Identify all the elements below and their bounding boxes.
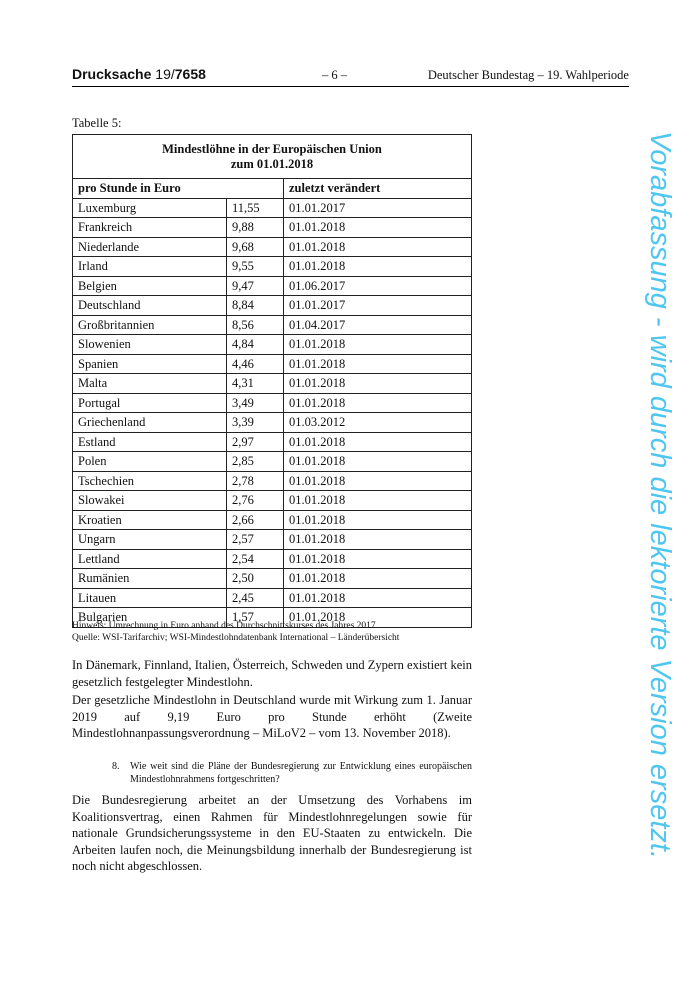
publisher: Deutscher Bundestag – 19. Wahlperiode: [427, 68, 629, 82]
paragraph-no-minimum-wage: In Dänemark, Finnland, Italien, Österreich, Schweden und Zypern existiert kein gesetzlich festgelegter Mindestlohn.: [72, 658, 472, 689]
table-label: Tabelle 5:: [72, 116, 122, 130]
country-cell: Rumänien: [73, 569, 227, 589]
table-row: [73, 393, 472, 413]
country-cell: Spanien: [73, 354, 227, 374]
rate-cell: 2,76: [227, 491, 284, 511]
doc-label: Drucksache: [72, 66, 152, 82]
country-cell: Tschechien: [73, 471, 227, 491]
country-cell: Irland: [73, 257, 227, 277]
rate-cell: 8,56: [227, 315, 284, 335]
changed-cell: 01.01.2018: [284, 471, 472, 491]
table-row: [73, 276, 472, 296]
table-row: [73, 354, 472, 374]
changed-cell: 01.01.2018: [284, 549, 472, 569]
table-row: [73, 491, 472, 511]
minimum-wage-table: [72, 134, 472, 628]
country-cell: Belgien: [73, 276, 227, 296]
changed-cell: 01.06.2017: [284, 276, 472, 296]
country-cell: Litauen: [73, 588, 227, 608]
changed-cell: 01.01.2018: [284, 569, 472, 589]
table-row: [73, 588, 472, 608]
rate-cell: 2,85: [227, 452, 284, 472]
page-header: [72, 66, 629, 87]
table-notes: [72, 620, 399, 644]
rate-cell: 2,57: [227, 530, 284, 550]
answer-paragraph: Die Bundesregierung arbeitet an der Umsetzung des Vorhabens im Koalitionsvertrag, einen Rahmen für Mindestlohnregelungen sowie für nationale Grundsicherungssysteme in den EU-Staaten zu entwickeln. Die Arbeiten laufen noch, die Meinungsbildung innerhalb der Bundesregierung ist noch nicht abgeschlossen.: [72, 793, 472, 873]
changed-cell: 01.01.2018: [284, 335, 472, 355]
question-8: [112, 760, 472, 786]
changed-cell: 01.04.2017: [284, 315, 472, 335]
country-cell: Deutschland: [73, 296, 227, 316]
rate-cell: 2,54: [227, 549, 284, 569]
changed-cell: 01.01.2017: [284, 296, 472, 316]
changed-cell: 01.01.2018: [284, 237, 472, 257]
rate-cell: 2,45: [227, 588, 284, 608]
changed-cell: 01.01.2018: [284, 218, 472, 238]
question-text: Wie weit sind die Pläne der Bundesregierung zur Entwicklung eines europäischen Mindestlohnrahmens fortgeschritten?: [130, 761, 472, 785]
table-row: [73, 569, 472, 589]
table-header-row: [73, 179, 472, 199]
table-row: [73, 549, 472, 569]
changed-cell: 01.01.2018: [284, 374, 472, 394]
rate-cell: 9,88: [227, 218, 284, 238]
table-row: [73, 198, 472, 218]
changed-cell: 01.01.2018: [284, 608, 472, 628]
column-header-rate: pro Stunde in Euro: [73, 179, 284, 199]
table-row: [73, 432, 472, 452]
rate-cell: 2,78: [227, 471, 284, 491]
table-row: [73, 374, 472, 394]
rate-cell: 9,47: [227, 276, 284, 296]
country-cell: Bulgarien: [73, 608, 227, 628]
table-title-row: [73, 135, 472, 179]
country-cell: Griechenland: [73, 413, 227, 433]
table-note-source: Quelle: WSI-Tarifarchiv; WSI-Mindestlohndatenbank International – Länderübersicht: [72, 633, 400, 643]
country-cell: Malta: [73, 374, 227, 394]
country-cell: Slowenien: [73, 335, 227, 355]
rate-cell: 9,55: [227, 257, 284, 277]
changed-cell: 01.01.2017: [284, 198, 472, 218]
changed-cell: 01.01.2018: [284, 257, 472, 277]
table-row: [73, 335, 472, 355]
rate-cell: 11,55: [227, 198, 284, 218]
column-header-changed: zuletzt verändert: [284, 179, 472, 199]
country-cell: Estland: [73, 432, 227, 452]
rate-cell: 3,49: [227, 393, 284, 413]
changed-cell: 01.03.2012: [284, 413, 472, 433]
doc-number-main: 7658: [174, 66, 206, 82]
table-row: [73, 296, 472, 316]
rate-cell: 2,97: [227, 432, 284, 452]
country-cell: Polen: [73, 452, 227, 472]
changed-cell: 01.01.2018: [284, 432, 472, 452]
changed-cell: 01.01.2018: [284, 588, 472, 608]
draft-watermark: Vorabfassung - wird durch die lektorierte Version ersetzt.: [644, 130, 676, 860]
table-row: [73, 471, 472, 491]
rate-cell: 2,50: [227, 569, 284, 589]
rate-cell: 4,46: [227, 354, 284, 374]
paragraph-germany-increase: Der gesetzliche Mindestlohn in Deutschland wurde mit Wirkung zum 1. Januar 2019 auf 9,19 Euro pro Stunde erhöht (Zweite Mindestlohnanpassungsverordnung – MiLoV2 – vom 13. November 2018).: [72, 693, 472, 740]
country-cell: Lettland: [73, 549, 227, 569]
rate-cell: 4,84: [227, 335, 284, 355]
table-row: [73, 315, 472, 335]
changed-cell: 01.01.2018: [284, 530, 472, 550]
changed-cell: 01.01.2018: [284, 452, 472, 472]
country-cell: Kroatien: [73, 510, 227, 530]
table-row: [73, 237, 472, 257]
country-cell: Portugal: [73, 393, 227, 413]
rate-cell: 3,39: [227, 413, 284, 433]
rate-cell: 4,31: [227, 374, 284, 394]
changed-cell: 01.01.2018: [284, 354, 472, 374]
rate-cell: 8,84: [227, 296, 284, 316]
table-row: [73, 257, 472, 277]
table-row: [73, 510, 472, 530]
table-title-line1: Mindestlöhne in der Europäischen Union: [162, 141, 382, 156]
country-cell: Ungarn: [73, 530, 227, 550]
table-row: [73, 530, 472, 550]
table-title: [73, 135, 472, 179]
rate-cell: 1,57: [227, 608, 284, 628]
country-cell: Luxemburg: [73, 198, 227, 218]
question-number: 8.: [112, 761, 120, 772]
document-number: [72, 66, 206, 82]
rate-cell: 2,66: [227, 510, 284, 530]
doc-number-prefix: 19/: [155, 66, 175, 82]
country-cell: Großbritannien: [73, 315, 227, 335]
country-cell: Niederlande: [73, 237, 227, 257]
changed-cell: 01.01.2018: [284, 393, 472, 413]
rate-cell: 9,68: [227, 237, 284, 257]
table-note-hint: Hinweis: Umrechnung in Euro anhand des Durchschnittskurses des Jahres 2017: [72, 621, 376, 631]
country-cell: Slowakei: [73, 491, 227, 511]
country-cell: Frankreich: [73, 218, 227, 238]
changed-cell: 01.01.2018: [284, 510, 472, 530]
changed-cell: 01.01.2018: [284, 491, 472, 511]
table-row: [73, 413, 472, 433]
page-number: – 6 –: [322, 68, 347, 82]
table-row: [73, 218, 472, 238]
table-row: [73, 452, 472, 472]
table-title-line2: zum 01.01.2018: [230, 156, 314, 171]
